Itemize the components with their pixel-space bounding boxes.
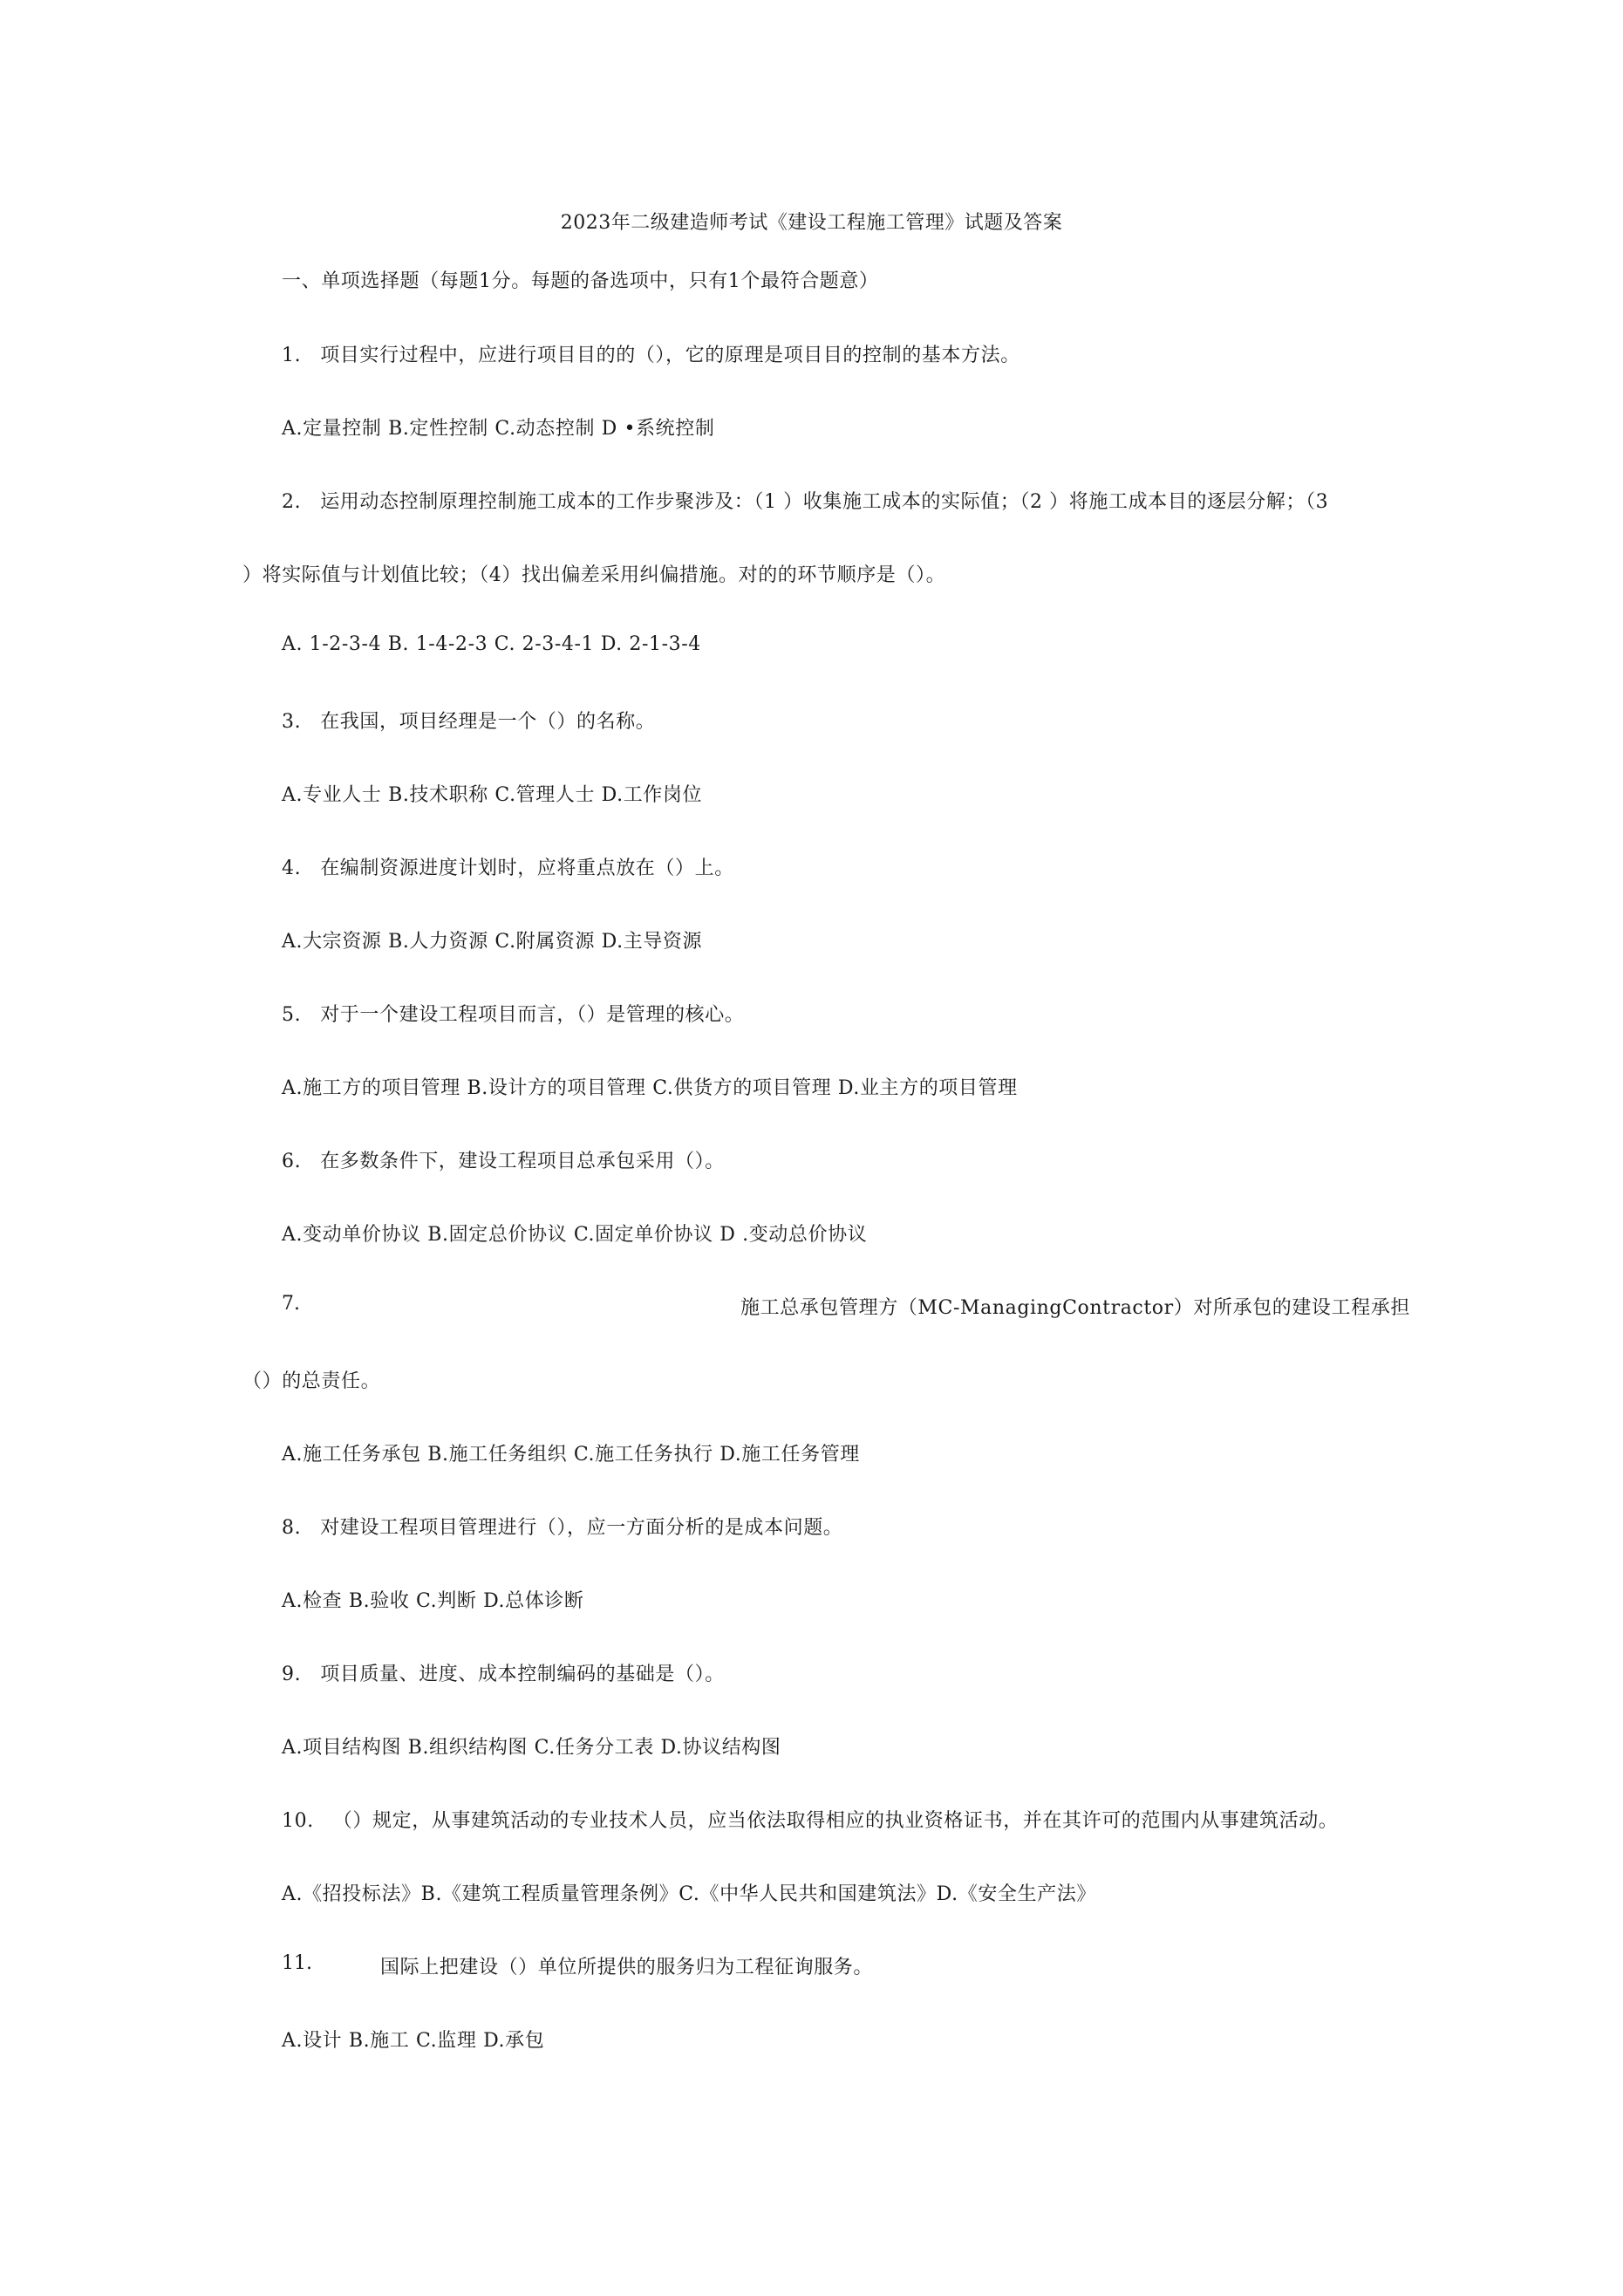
question-7-text: 施工总承包管理方（MC-ManagingContractor）对所承包的建设工程承担: [740, 1297, 1410, 1319]
question-5-options: A.施工方的项目管理 B.设计方的项目管理 C.供货方的项目管理 D.业主方的项目管理: [282, 1077, 1018, 1099]
question-text: 在我国，项目经理是一个（）的名称。: [320, 711, 656, 733]
question-10: [282, 1806, 1338, 1833]
question-text: （）规定，从事建筑活动的专业技术人员，应当依法取得相应的执业资格证书，并在其许可的范围内从事建筑活动。: [332, 1810, 1339, 1832]
question-1-options: A.定量控制 B.定性控制 C.动态控制 D •系统控制: [282, 418, 715, 440]
question-number: 3.: [282, 711, 302, 733]
question-text: 对建设工程项目管理进行（），应一方面分析的是成本问题。: [320, 1517, 843, 1539]
question-number: 2.: [282, 491, 302, 513]
question-11-text: 国际上把建设（）单位所提供的服务归为工程征询服务。: [380, 1957, 874, 1978]
question-number: 10.: [282, 1810, 314, 1832]
question-4-options: A.大宗资源 B.人力资源 C.附属资源 D.主导资源: [282, 931, 703, 953]
question-3-options: A.专业人士 B.技术职称 C.管理人士 D.工作岗位: [282, 784, 703, 806]
question-number: 4.: [282, 858, 302, 879]
document-title: 2023年二级建造师考试《建设工程施工管理》试题及答案: [560, 212, 1063, 234]
question-6: [282, 1146, 725, 1173]
question-text: 在多数条件下，建设工程项目总承包采用（）。: [320, 1151, 725, 1172]
question-9-options: A.项目结构图 B.组织结构图 C.任务分工表 D.协议结构图: [282, 1737, 781, 1759]
question-11-number: 11.: [282, 1952, 312, 1974]
question-9: [282, 1659, 725, 1686]
question-6-options: A.变动单价协议 B.固定总价协议 C.固定单价协议 D .变动总价协议: [282, 1224, 868, 1246]
question-text: 项目实行过程中，应进行项目目的的（），它的原理是项目目的控制的基本方法。: [320, 345, 1020, 366]
section-heading: 一、单项选择题（每题1分。每题的备选项中，只有1个最符合题意）: [282, 270, 879, 292]
question-8-options: A.检查 B.验收 C.判断 D.总体诊断: [282, 1590, 584, 1612]
question-2: [282, 487, 1328, 514]
question-8: [282, 1513, 842, 1540]
question-number: 5.: [282, 1004, 302, 1026]
question-text: 对于一个建设工程项目而言，（）是管理的核心。: [320, 1004, 745, 1026]
question-number: 6.: [282, 1151, 302, 1172]
question-1: [282, 340, 1020, 367]
question-text: 在编制资源进度计划时，应将重点放在（）上。: [320, 858, 734, 879]
question-7-options: A.施工任务承包 B.施工任务组织 C.施工任务执行 D.施工任务管理: [282, 1444, 860, 1466]
question-number: 1.: [282, 345, 302, 366]
question-2-continuation: ）将实际值与计划值比较；（4）找出偏差采用纠偏措施。对的的环节顺序是（）。: [242, 564, 946, 586]
question-5: [282, 1000, 744, 1027]
question-4: [282, 853, 734, 880]
question-number: 9.: [282, 1664, 302, 1685]
question-text: 运用动态控制原理控制施工成本的工作步聚涉及：（1 ）收集施工成本的实际值；（2 ）将施工成本目的逐层分解；（3: [320, 491, 1329, 513]
question-2-options: A. 1-2-3-4 B. 1-4-2-3 C. 2-3-4-1 D. 2-1-3-4: [282, 633, 701, 655]
question-3: [282, 707, 655, 734]
question-number: 8.: [282, 1517, 302, 1539]
question-11-options: A.设计 B.施工 C.监理 D.承包: [282, 2030, 545, 2052]
question-7-continuation: （）的总责任。: [242, 1370, 381, 1392]
question-7-number: 7.: [282, 1293, 300, 1315]
question-text: 项目质量、进度、成本控制编码的基础是（）。: [320, 1664, 725, 1685]
question-10-options: A.《招投标法》B.《建筑工程质量管理条例》C.《中华人民共和国建筑法》D.《安全生产法》: [282, 1883, 1096, 1905]
